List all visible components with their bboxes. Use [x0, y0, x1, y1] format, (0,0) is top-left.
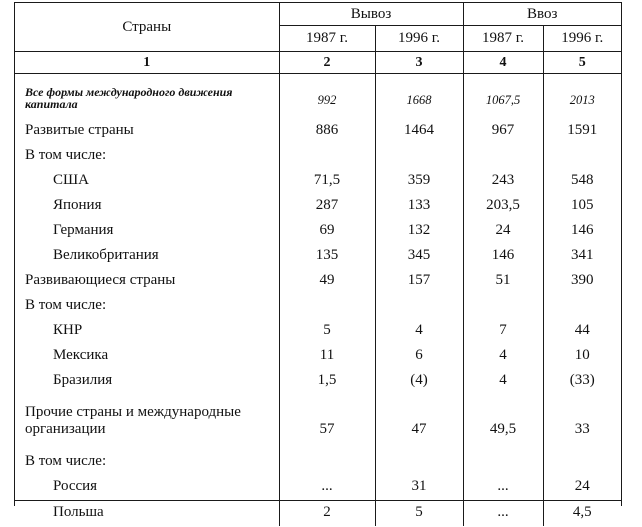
row-name: Мексика — [15, 343, 279, 368]
cell-value: 5 — [279, 318, 375, 343]
table-row — [15, 449, 621, 474]
cell-value: 992 — [279, 74, 375, 119]
cell-value: 49 — [279, 268, 375, 293]
cell-value: 2013 — [569, 92, 595, 107]
cell-value: 4 — [463, 343, 543, 368]
row-name: Япония — [15, 193, 279, 218]
cell-value: 24 — [574, 478, 590, 494]
header-import: Ввоз — [463, 3, 621, 26]
cell-value — [463, 449, 543, 474]
column-number: 2 — [279, 52, 375, 74]
header-import-1987: 1987 г. — [463, 26, 543, 52]
cell-value — [375, 449, 463, 474]
column-number: 3 — [375, 52, 463, 74]
table-row — [15, 193, 621, 218]
row-name: Все формы международного движения капитала — [15, 74, 279, 119]
row-name: Развивающиеся страны — [15, 268, 279, 293]
cell-value: 33 — [574, 420, 590, 437]
cell-value: 10 — [574, 347, 590, 363]
cell-value: ... — [279, 474, 375, 499]
cell-value: 390 — [571, 272, 594, 288]
cell-value: 359 — [375, 168, 463, 193]
header-export-1987: 1987 г. — [279, 26, 375, 52]
row-name: Россия — [15, 474, 279, 499]
cell-value — [375, 143, 463, 168]
row-name: Прочие страны и международные организации — [15, 393, 279, 449]
cell-value: 47 — [375, 393, 463, 449]
cell-value: 1,5 — [279, 368, 375, 393]
row-name: КНР — [15, 318, 279, 343]
cell-value: 51 — [463, 268, 543, 293]
cell-value: 4 — [375, 318, 463, 343]
cell-value: 49,5 — [463, 393, 543, 449]
cell-value — [543, 293, 621, 318]
row-name: Польша — [15, 499, 279, 526]
table-row — [15, 343, 621, 368]
cell-value: 4,5 — [572, 504, 592, 520]
cell-value: 11 — [279, 343, 375, 368]
cell-value: 1591 — [567, 122, 598, 138]
table-row — [15, 118, 621, 143]
cell-value: 287 — [279, 193, 375, 218]
table-row — [15, 268, 621, 293]
cell-value: 2 — [279, 499, 375, 526]
cell-value — [279, 449, 375, 474]
cell-value: 203,5 — [463, 193, 543, 218]
cell-value: (33) — [569, 372, 595, 388]
cell-value: 5 — [375, 499, 463, 526]
column-number: 1 — [15, 52, 279, 74]
cell-value: 7 — [463, 318, 543, 343]
cell-value: 1668 — [375, 74, 463, 119]
cell-value: 967 — [463, 118, 543, 143]
column-number: 4 — [463, 52, 543, 74]
header-export: Вывоз — [279, 3, 463, 26]
table-row — [15, 318, 621, 343]
cell-value: 243 — [463, 168, 543, 193]
column-number: 5 — [543, 52, 621, 74]
row-name: В том числе: — [15, 143, 279, 168]
cell-value — [543, 143, 621, 168]
cell-value: 1067,5 — [463, 74, 543, 119]
cell-value — [463, 143, 543, 168]
table-bottom-rule — [15, 500, 621, 501]
table-row — [15, 143, 621, 168]
cell-value: 69 — [279, 218, 375, 243]
cell-value: 4 — [463, 368, 543, 393]
cell-value: 135 — [279, 243, 375, 268]
cell-value: ... — [463, 474, 543, 499]
header-countries: Страны — [15, 3, 279, 52]
cell-value — [375, 293, 463, 318]
row-name: Германия — [15, 218, 279, 243]
cell-value: 146 — [571, 222, 594, 238]
cell-value: 105 — [571, 197, 594, 213]
row-name: США — [15, 168, 279, 193]
table-row — [15, 243, 621, 268]
header-import-1996: 1996 г. — [543, 26, 621, 52]
row-name: Развитые страны — [15, 118, 279, 143]
cell-value: 548 — [571, 172, 594, 188]
table-row — [15, 168, 621, 193]
header-row-column-numbers — [15, 52, 621, 74]
cell-value: 345 — [375, 243, 463, 268]
capital-flows-table-sheet — [14, 2, 622, 520]
table-row — [15, 474, 621, 499]
cell-value: 1464 — [375, 118, 463, 143]
capital-flows-table — [15, 2, 621, 526]
table-row — [15, 368, 621, 393]
row-name: Бразилия — [15, 368, 279, 393]
row-name: В том числе: — [15, 293, 279, 318]
cell-value — [279, 143, 375, 168]
cell-value: ... — [463, 499, 543, 526]
cell-value: (4) — [375, 368, 463, 393]
cell-value: 341 — [571, 247, 594, 263]
cell-value: 31 — [375, 474, 463, 499]
table-row — [15, 499, 621, 526]
table-row — [15, 218, 621, 243]
table-row — [15, 74, 621, 119]
cell-value: 157 — [375, 268, 463, 293]
table-row — [15, 393, 621, 449]
table-row — [15, 293, 621, 318]
header-export-1996: 1996 г. — [375, 26, 463, 52]
row-name: Великобритания — [15, 243, 279, 268]
cell-value — [543, 449, 621, 474]
cell-value: 132 — [375, 218, 463, 243]
cell-value: 57 — [279, 393, 375, 449]
cell-value: 146 — [463, 243, 543, 268]
cell-value: 133 — [375, 193, 463, 218]
cell-value: 24 — [463, 218, 543, 243]
row-name: В том числе: — [15, 449, 279, 474]
cell-value — [463, 293, 543, 318]
cell-value: 886 — [279, 118, 375, 143]
cell-value: 6 — [375, 343, 463, 368]
header-row-groups — [15, 3, 621, 26]
cell-value: 71,5 — [279, 168, 375, 193]
cell-value — [279, 293, 375, 318]
cell-value: 44 — [574, 322, 590, 338]
